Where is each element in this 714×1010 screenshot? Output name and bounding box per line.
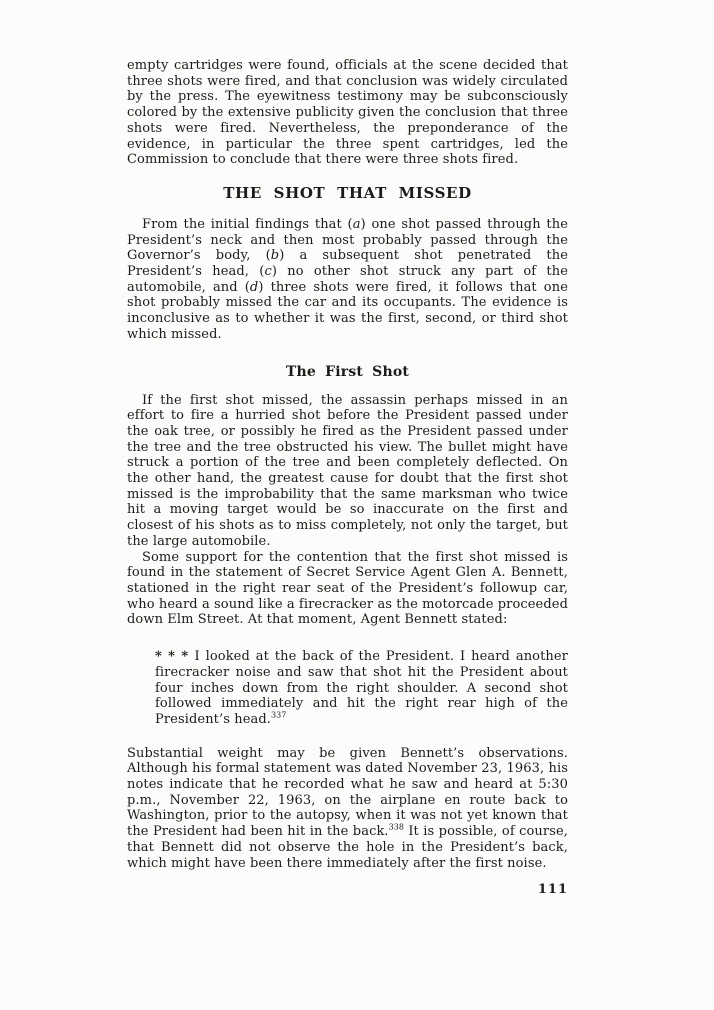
section-heading: THE SHOT THAT MISSED [223, 183, 472, 202]
block-quote-bennett: * * * I looked at the back of the President. I heard another firecracker noise and saw that shot hit the President about four inches down from the right shoulder. A second shot followed immediately and hit the right rear high of the President’s head.$^{337}$ [155, 649, 568, 727]
paragraph-initial-findings: From the initial findings that (a) one shot passed through the President’s neck and then most probably passed through the Governor’s body, (b) a subsequent shot penetrated the President’s head, (c) no other shot struck any part of the automobile, and (d) three shots were fired, it follows that one shot probably missed the car and its occupants. The evidence is inconclusive as to whether it was the first, second, or third shot which missed. [127, 216, 569, 342]
paragraph-first-shot-missed: If the first shot missed, the assassin perhaps missed in an effort to fire a hurried shot before the President passed under the oak tree, or possibly he fired as the President passed under the tree and the tree obstructed his view. The bullet might have struck a portion of the tree and been completely deflected. On the other hand, the greatest cause for doubt that the first shot missed is the improbability that the same marksman who twice hit a moving target would be so inaccurate on the first and closest of his shots as to miss completely, not only the target, but the large automobile. [127, 392, 568, 549]
paragraph-bennett-statement-intro: Some support for the contention that the first shot missed is found in the statement of Secret Service Agent Glen A. Bennett, stationed in the right rear seat of the President’s followup car, who heard a sound like a firecracker as the motorcade proceeded down Elm Street. At that moment, Agent Bennett stated: [127, 549, 568, 628]
paragraph-substantial-weight: Substantial weight may be given Bennett’s observations. Although his formal statement was dated November 23, 1963, his notes indicate that he recorded what he saw and heard at 5:30 p.m., November 22, 1963, on the airplane en route back to Washington, prior to the autopsy, when it was not yet known that the President had been hit in the back.$^{338}$ It is possible, of course, that Bennett did not observe the hole in the President’s back, which might have been there immediately after the first noise. [127, 745, 568, 871]
paragraph-cartridges-conclusion: empty cartridges were found, officials at the scene decided that three shots were fired, and that conclusion was widely circulated by the press. The eyewitness testimony may be subconsciously colored by the extensive publicity given the conclusion that three shots were fired. Nevertheless, the preponderance of the evidence, in particular the three spent cartridges, led the Commission to conclude that there were three shots fired. [127, 58, 568, 168]
page-number: 111 [537, 882, 568, 898]
subsection-heading: The First Shot [285, 363, 410, 380]
text-block [127, 58, 568, 897]
